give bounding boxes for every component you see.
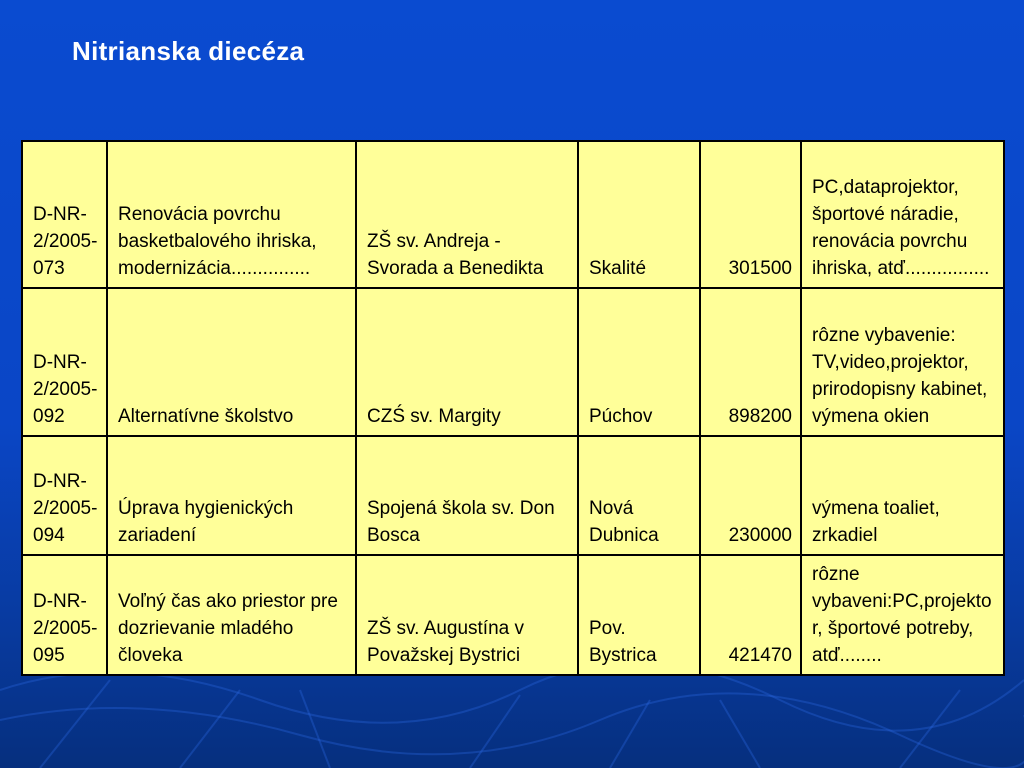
town-cell: Nová Dubnica — [578, 436, 700, 555]
project-cell: Úprava hygienických zariadení — [107, 436, 356, 555]
amount-cell: 301500 — [700, 141, 801, 288]
school-cell: Spojená škola sv. Don Bosca — [356, 436, 578, 555]
project-cell: Alternatívne školstvo — [107, 288, 356, 436]
items-cell: PC,dataprojektor, športové náradie, renovácia povrchu ihriska, atď................ — [801, 141, 1004, 288]
table-row — [22, 141, 1004, 288]
grant-table — [21, 140, 1005, 676]
amount-cell: 421470 — [700, 555, 801, 675]
table-row — [22, 436, 1004, 555]
code-cell: D-NR-2/2005-094 — [22, 436, 107, 555]
code-cell: D-NR-2/2005-073 — [22, 141, 107, 288]
school-cell: CZŚ sv. Margity — [356, 288, 578, 436]
page-title: Nitrianska diecéza — [72, 36, 305, 66]
town-cell: Pov. Bystrica — [578, 555, 700, 675]
code-cell: D-NR-2/2005-095 — [22, 555, 107, 675]
project-cell: Voľný čas ako priestor pre dozrievanie mladého človeka — [107, 555, 356, 675]
items-cell: rôzne vybaveni:PC,projektor, športové potreby, atď........ — [801, 555, 1004, 675]
code-cell: D-NR-2/2005-092 — [22, 288, 107, 436]
table-row — [22, 555, 1004, 675]
amount-cell: 230000 — [700, 436, 801, 555]
school-cell: ZŠ sv. Andreja - Svorada a Benedikta — [356, 141, 578, 288]
project-cell: Renovácia povrchu basketbalového ihriska, modernizácia............... — [107, 141, 356, 288]
table-row — [22, 288, 1004, 436]
town-cell: Skalité — [578, 141, 700, 288]
town-cell: Púchov — [578, 288, 700, 436]
items-cell: výmena toaliet, zrkadiel — [801, 436, 1004, 555]
items-cell: rôzne vybavenie: TV,video,projektor, prirodopisny kabinet, výmena okien — [801, 288, 1004, 436]
amount-cell: 898200 — [700, 288, 801, 436]
school-cell: ZŠ sv. Augustína v Považskej Bystrici — [356, 555, 578, 675]
